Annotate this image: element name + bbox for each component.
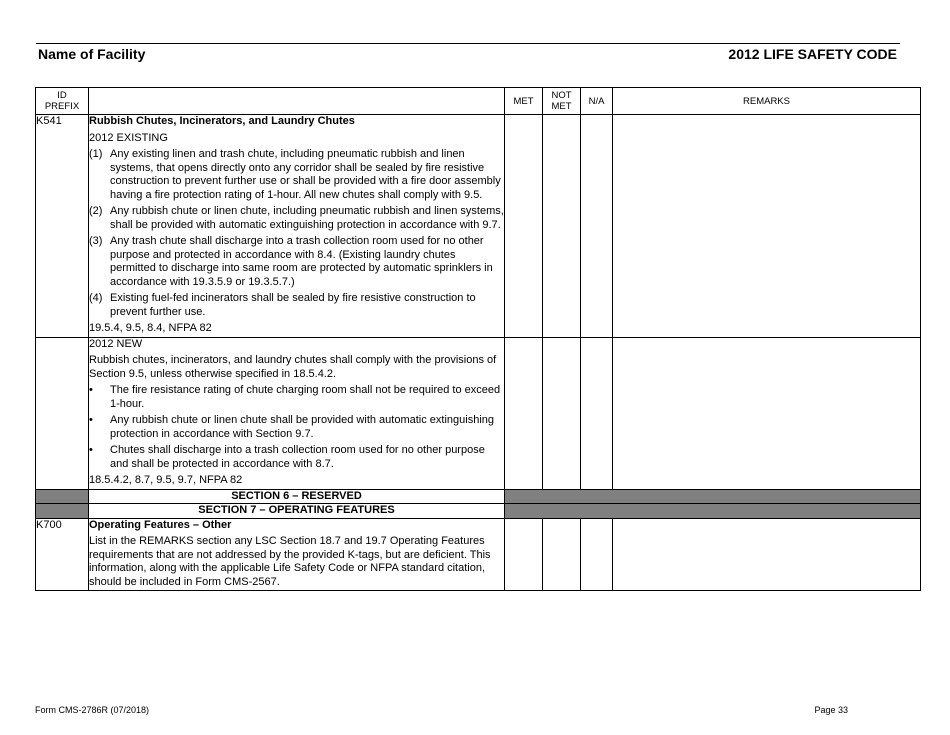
section-6-row — [36, 489, 921, 504]
table-row-k541-existing — [36, 115, 921, 338]
col-met: MET — [505, 88, 543, 115]
facility-label: Name of Facility — [38, 46, 146, 62]
met-cell[interactable] — [505, 518, 543, 591]
header-rule — [36, 43, 900, 44]
bullet-item: • Chutes shall discharge into a trash collection room used for no other purpose and shall be protected in accordance with 8.7. — [89, 444, 485, 470]
grey-cell — [36, 504, 89, 519]
k541-existing-heading: 2012 EXISTING — [89, 131, 168, 144]
met-cell[interactable] — [505, 115, 543, 338]
list-item: (4) Existing fuel-fed incinerators shall be sealed by fire resistive construction to prevent further use. — [89, 292, 476, 318]
k700-title: Operating Features – Other — [89, 518, 232, 531]
k541-existing-refs: 19.5.4, 9.5, 8.4, NFPA 82 — [89, 322, 212, 334]
k541-new-heading: 2012 NEW — [89, 337, 143, 350]
list-item: (2) Any rubbish chute or linen chute, including pneumatic rubbish and linen systems, shall be provided with automatic extinguishing protection in accordance with 9.7. — [89, 205, 504, 231]
k700-text: List in the REMARKS section any LSC Section 18.7 and 19.7 Operating Features requirements that are not addressed by the provided K-tags, but are deficient. This information, along with the applicable Life Safety Code or NFPA standard citation, should be included in Form CMS-2567. — [89, 535, 491, 588]
met-cell[interactable] — [505, 337, 543, 489]
survey-table — [35, 87, 921, 591]
not-met-cell[interactable] — [543, 518, 581, 591]
id-cell-empty — [36, 337, 89, 489]
bullet-item: • Any rubbish chute or linen chute shall be provided with automatic extinguishing protection in accordance with Section 9.7. — [89, 414, 495, 440]
not-met-cell[interactable] — [543, 337, 581, 489]
page-number: Page 33 — [814, 705, 848, 715]
table-row-k541-new — [36, 337, 921, 489]
na-cell[interactable] — [581, 518, 613, 591]
k700-description — [89, 518, 505, 591]
col-id-prefix: ID PREFIX — [36, 88, 89, 115]
k541-id: K541 — [36, 115, 89, 338]
k541-title: Rubbish Chutes, Incinerators, and Laundry Chutes — [89, 115, 355, 127]
remarks-cell[interactable] — [613, 518, 921, 591]
col-na: N/A — [581, 88, 613, 115]
section-7-row — [36, 504, 921, 519]
bullet-item: • The fire resistance rating of chute charging room shall not be required to exceed 1-hour. — [89, 384, 501, 410]
k541-new-description — [89, 337, 505, 489]
col-not-met: NOT MET — [543, 88, 581, 115]
code-title: 2012 LIFE SAFETY CODE — [728, 46, 897, 62]
table-header-row — [36, 88, 921, 115]
list-item: (1) Any existing linen and trash chute, including pneumatic rubbish and linen systems, that opens directly onto any corridor shall be sealed by fire resistive construction to prevent further use or shall be provided with a fire door assembly having a fire protection rating of 1-hour. All new chutes shall comply with 9.5. — [89, 148, 501, 201]
col-description — [89, 88, 505, 115]
na-cell[interactable] — [581, 337, 613, 489]
list-item: (3) Any trash chute shall discharge into a trash collection room used for no other purpose and protected in accordance with 8.4. (Existing laundry chutes permitted to discharge into same room are protected by automatic sprinklers in accordance with 19.3.5.9 or 19.3.5.7.) — [89, 235, 493, 288]
remarks-cell[interactable] — [613, 115, 921, 338]
grey-cell — [505, 504, 921, 519]
k541-new-intro: Rubbish chutes, incinerators, and laundry chutes shall comply with the provisions of Section 9.5, unless otherwise specified in 18.5.4.2. — [89, 354, 497, 380]
k700-id: K700 — [36, 518, 89, 591]
form-id: Form CMS-2786R (07/2018) — [35, 705, 150, 715]
table-row-k700 — [36, 518, 921, 591]
k541-existing-description — [89, 115, 505, 338]
remarks-cell[interactable] — [613, 337, 921, 489]
grey-cell — [36, 489, 89, 504]
col-remarks: REMARKS — [613, 88, 921, 115]
grey-cell — [505, 489, 921, 504]
not-met-cell[interactable] — [543, 115, 581, 338]
section-7-heading: SECTION 7 – OPERATING FEATURES — [89, 504, 505, 519]
k541-new-refs: 18.5.4.2, 8.7, 9.5, 9.7, NFPA 82 — [89, 474, 243, 486]
na-cell[interactable] — [581, 115, 613, 338]
section-6-heading: SECTION 6 – RESERVED — [89, 489, 505, 504]
